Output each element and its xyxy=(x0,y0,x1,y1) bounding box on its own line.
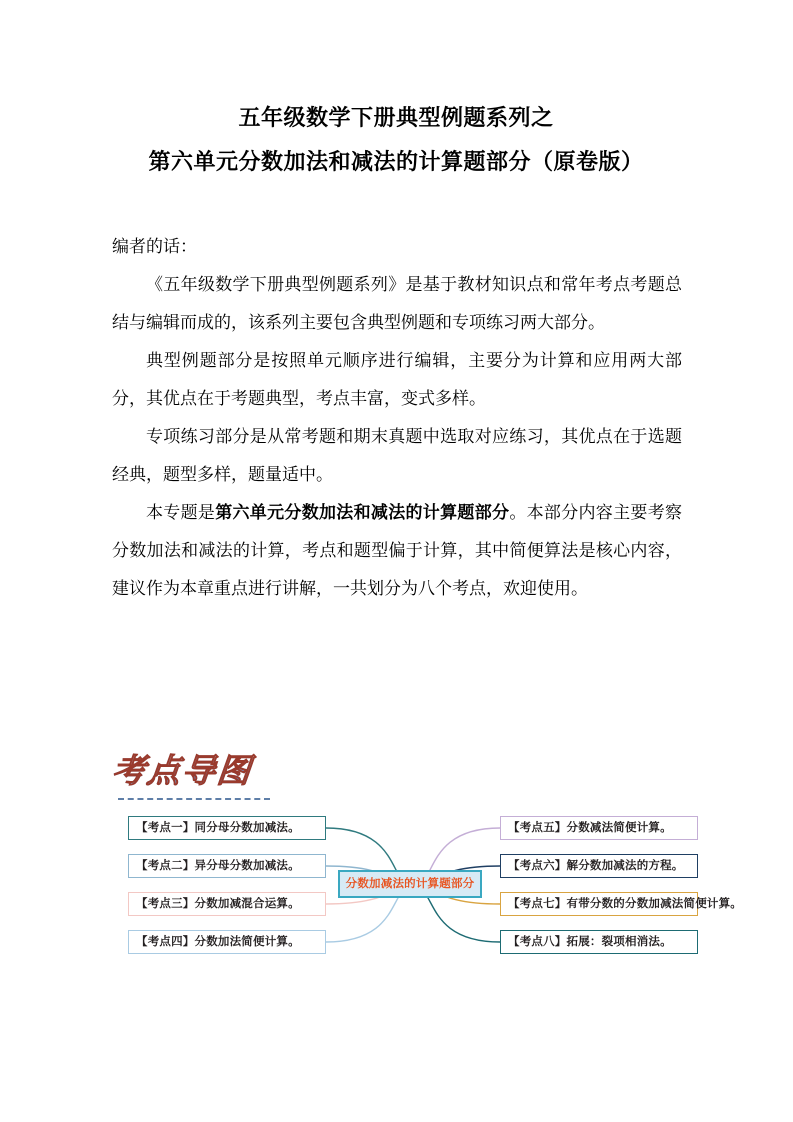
page-title-line-1: 五年级数学下册典型例题系列之 xyxy=(238,105,554,130)
section-heading-text: 考点导图 xyxy=(110,754,254,790)
preface-paragraph-2: 典型例题部分是按照单元顺序进行编辑，主要分为计算和应用两大部分，其优点在于考题典型，考点丰富，变式多样。 xyxy=(112,351,682,408)
mindmap-node-right-7[interactable]: 【考点七】有带分数的分数加减法简便计算。 xyxy=(500,892,698,916)
mindmap-node-right-8[interactable]: 【考点八】拓展：裂项相消法。 xyxy=(500,930,698,954)
preface-label: 编者的话： xyxy=(112,237,197,256)
highlight-suffix: 。本部分内容主要考察分数加法和减法的计算，考点和题型偏于计算，其中简便算法是核心内容，建议作为本章重点进行讲解，一共划分为八个考点，欢迎使用。 xyxy=(112,503,683,598)
document-title-block xyxy=(96,96,696,184)
preface-paragraph-1: 《五年级数学下册典型例题系列》是基于教材知识点和常年考点考题总结与编辑而成的，该系列主要包含典型例题和专项练习两大部分。 xyxy=(112,275,682,332)
preface-paragraph-4 xyxy=(112,494,682,608)
mindmap-node-left-2[interactable]: 【考点二】异分母分数加减法。 xyxy=(128,854,326,878)
preface-paragraph-3: 专项练习部分是从常考题和期末真题中选取对应练习，其优点在于选题经典，题型多样，题量适中。 xyxy=(112,427,682,484)
mindmap-node-left-4[interactable]: 【考点四】分数加法简便计算。 xyxy=(128,930,326,954)
mindmap-node-right-5[interactable]: 【考点五】分数减法简便计算。 xyxy=(500,816,698,840)
mindmap-node-left-1[interactable]: 【考点一】同分母分数加减法。 xyxy=(128,816,326,840)
highlight-prefix: 本专题是 xyxy=(146,503,216,522)
section-heading-underline xyxy=(118,798,270,800)
mindmap-center-node[interactable]: 分数加减法的计算题部分 xyxy=(338,870,482,898)
mindmap-node-right-6[interactable]: 【考点六】解分数加减法的方程。 xyxy=(500,854,698,878)
mindmap-diagram xyxy=(120,808,760,964)
mindmap-node-left-3[interactable]: 【考点三】分数加减混合运算。 xyxy=(128,892,326,916)
preface-body xyxy=(112,228,682,608)
highlight-topic: 第六单元分数加法和减法的计算题部分 xyxy=(215,503,510,522)
section-heading-wordart xyxy=(112,752,312,808)
page-title-line-2: 第六单元分数加法和减法的计算题部分（原卷版） xyxy=(148,149,644,174)
